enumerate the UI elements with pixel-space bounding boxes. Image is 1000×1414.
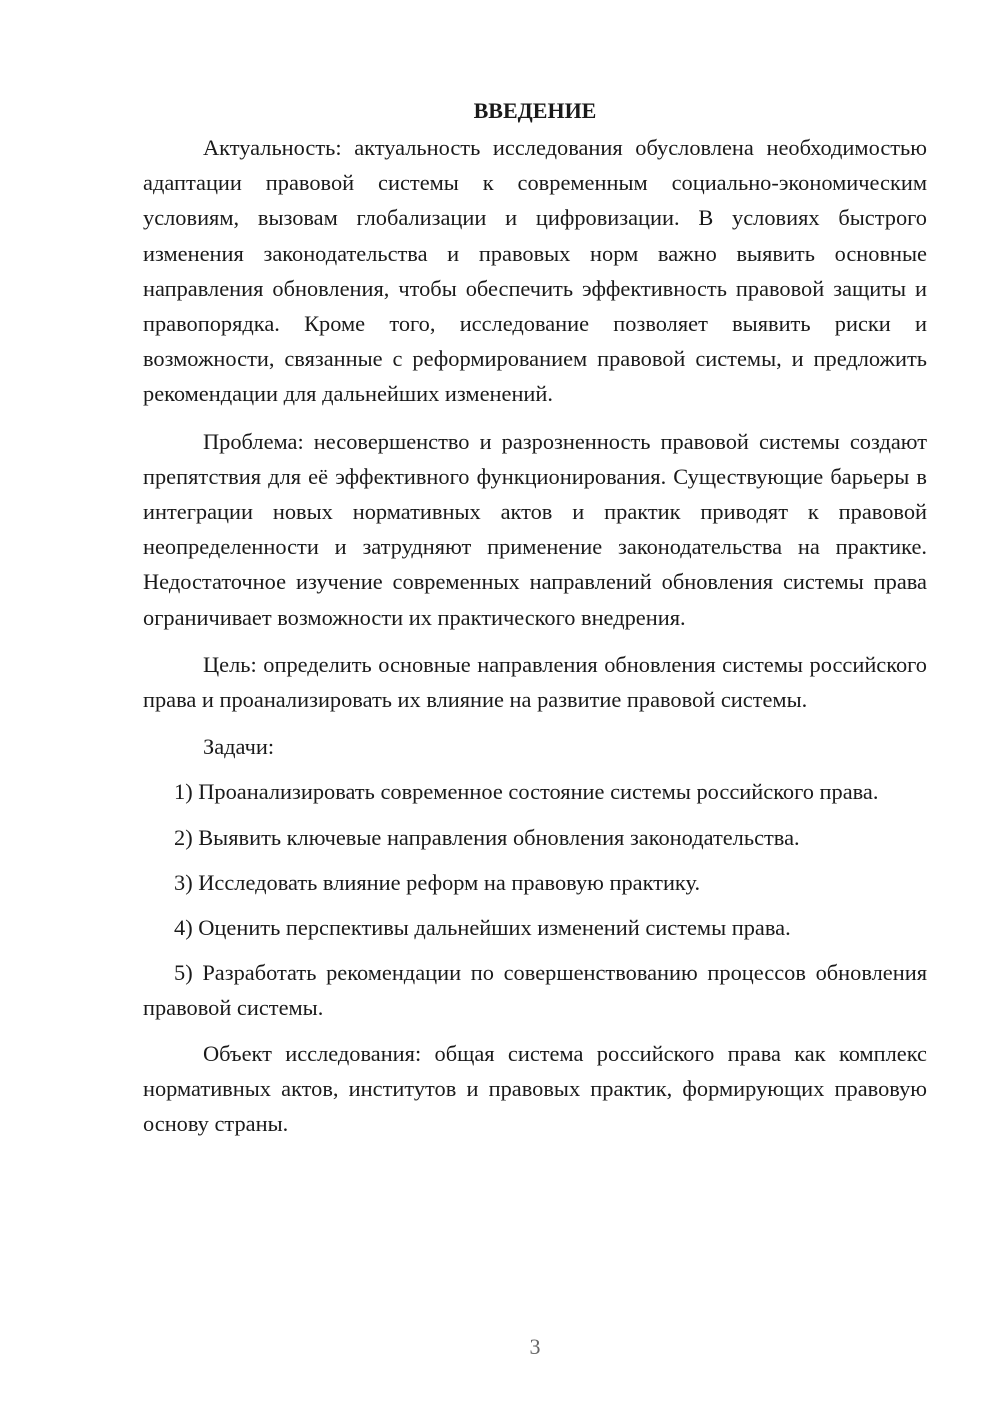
tasks-label: Задачи: [203,734,275,760]
task-item-4: 4) Оценить перспективы дальнейших изменений системы права. [174,915,791,941]
task-item-5: 5) Разработать рекомендации по совершенствованию процессов обновления правовой системы. [143,960,927,1021]
document-page [143,96,927,1153]
paragraph-relevance: Актуальность: актуальность исследования обусловлена необходимостью адаптации правовой системы к современным социально-экономическим условиям, вызовам глобализации и цифровизации. В условиях быстрого изменения законодательства и правовых норм важно выявить основные направления обновления, чтобы обеспечить эффективность правовой защиты и правопорядка. Кроме того, исследование позволяет выявить риски и возможности, связанные с реформированием правовой системы, и предложить рекомендации для дальнейших изменений. [143,135,927,407]
task-item-1: 1) Проанализировать современное состояние системы российского права. [174,779,879,805]
page-number: 3 [529,1334,541,1359]
task-item-3: 3) Исследовать влияние реформ на правовую практику. [174,869,701,895]
task-item-2: 2) Выявить ключевые направления обновления законодательства. [174,824,800,850]
paragraph-problem: Проблема: несовершенство и разрозненность правовой системы создают препятствия для её эффективного функционирования. Существующие барьеры в интеграции новых нормативных актов и практик приводят к правовой неопределенности и затрудняют применение законодательства на практике. Недостаточное изучение современных направлений обновления системы права ограничивает возможности их практического внедрения. [143,428,927,630]
paragraph-goal: Цель: определить основные направления обновления системы российского права и проанализировать их влияние на развитие правовой системы. [143,651,927,713]
tasks-list [143,774,927,1025]
document-title: ВВЕДЕНИЕ [473,98,597,123]
paragraph-object: Объект исследования: общая система российского права как комплекс нормативных актов, институтов и правовых практик, формирующих правовую основу страны. [143,1040,927,1137]
